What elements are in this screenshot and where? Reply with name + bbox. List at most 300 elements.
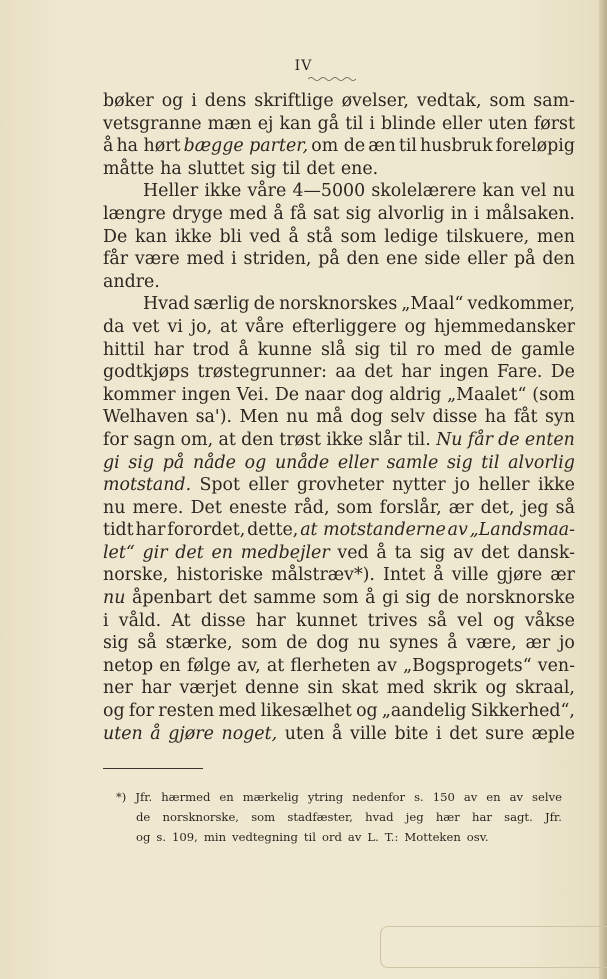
word: norsknorskes [279, 294, 398, 315]
word: som [336, 497, 373, 518]
word: på [318, 249, 340, 270]
word: dette, [247, 520, 299, 541]
word: 150 [432, 790, 455, 804]
word: til [345, 113, 364, 134]
word: disse [432, 407, 478, 428]
word: å [150, 723, 161, 744]
word: ved [249, 226, 281, 247]
word: har [401, 362, 431, 383]
word: samle [386, 452, 439, 473]
text-line [103, 158, 575, 181]
word: kommer [103, 384, 176, 405]
word: det [449, 723, 478, 744]
word: aa [335, 362, 357, 383]
word: særlig [193, 294, 250, 315]
word: åpenbart [132, 588, 212, 609]
word: vedkommer, [467, 294, 575, 315]
word: værjet [179, 678, 237, 699]
word: vedtegning [232, 830, 298, 844]
word: min [203, 830, 227, 844]
word: ord [321, 830, 342, 844]
word: det [175, 542, 204, 563]
word: til [481, 452, 500, 473]
word: ær [525, 633, 551, 654]
word: målsaken. [485, 203, 575, 224]
word: enten [524, 429, 575, 450]
word: æn [368, 136, 396, 157]
text-line [103, 723, 575, 746]
word: sig [419, 542, 446, 563]
word: nu [552, 181, 575, 202]
text-line [103, 452, 575, 475]
word: sig [128, 452, 155, 473]
word: dog [316, 633, 350, 654]
word: denne [245, 678, 300, 699]
word: det [364, 362, 393, 383]
word: å [433, 565, 444, 586]
page-number: IV [294, 58, 313, 74]
word: ene. [340, 158, 379, 179]
word: medbejler [240, 542, 330, 563]
word: som [322, 588, 359, 609]
word: sagt. [504, 810, 533, 824]
word: ikke [538, 475, 575, 496]
word: at [220, 316, 238, 337]
word: norsknorske [465, 588, 575, 609]
word: de [253, 294, 276, 315]
word: Fare. [497, 362, 543, 383]
word: eller [337, 452, 378, 473]
word: har [135, 520, 166, 541]
word: hittil [103, 339, 145, 360]
word: ingen [181, 384, 231, 405]
word: med [186, 249, 225, 270]
word: bægge parter, [183, 136, 309, 157]
text-line [103, 519, 575, 542]
word: vel [520, 181, 547, 202]
word: om de [311, 136, 366, 157]
word: striden, [243, 249, 312, 270]
word: som [340, 226, 377, 247]
word: gi [382, 588, 399, 609]
word: „Bogsprogets“ [403, 655, 532, 676]
word: får [467, 429, 493, 450]
word: længre [103, 203, 166, 224]
word: uten [284, 723, 325, 744]
word: sig [250, 158, 277, 179]
text-line [103, 271, 575, 294]
word: nedenfor [352, 790, 406, 804]
word: en [219, 790, 234, 804]
word: unåde [274, 452, 330, 473]
word: *) [116, 790, 127, 804]
footnote-line [116, 827, 562, 847]
word: noget, [221, 723, 278, 744]
body-text [103, 90, 575, 745]
word: Hvad [143, 294, 190, 315]
word: ville [451, 565, 489, 586]
word: har [471, 810, 492, 824]
word: „Landsmaa- [469, 520, 575, 541]
word: kan [279, 113, 312, 134]
word: forslår, [379, 497, 442, 518]
text-line [103, 361, 575, 384]
word: den [346, 249, 380, 270]
text-line [103, 135, 575, 158]
word: tidt [103, 520, 134, 541]
text-line [103, 180, 575, 203]
word: kunne [257, 339, 313, 360]
word: de [136, 810, 151, 824]
word: s. [414, 790, 424, 804]
word: for [103, 429, 129, 450]
word: mærkelig [242, 790, 299, 804]
word: så [137, 633, 157, 654]
word: likesælhet [260, 701, 352, 722]
word: nåde [192, 452, 236, 473]
word: sig [405, 588, 432, 609]
word: selve [532, 790, 562, 804]
word: Heller [143, 181, 199, 202]
word: sagn om, [133, 429, 214, 450]
word: våld. [118, 610, 162, 631]
text-line [103, 226, 575, 249]
word: måtte [103, 158, 155, 179]
word: syn [544, 407, 575, 428]
word: ær [550, 565, 575, 586]
word: og [485, 678, 507, 699]
word: å [376, 542, 387, 563]
word: tilskuere, [445, 226, 530, 247]
word: råd, [294, 497, 330, 518]
word: følge [186, 655, 231, 676]
word: synes [389, 633, 439, 654]
word: jeg [405, 810, 424, 824]
word: Nu [436, 429, 463, 450]
word: dens [204, 91, 247, 111]
word: nu [103, 497, 126, 518]
word: må [316, 407, 343, 428]
word: i [473, 203, 480, 224]
word: eller [467, 249, 508, 270]
text-line [103, 316, 575, 339]
text-line [103, 497, 575, 520]
word: eneste [228, 497, 287, 518]
word: i [369, 113, 375, 134]
word: målstræv*). [271, 565, 375, 586]
word: blinde [381, 113, 436, 134]
text-line [103, 677, 575, 700]
word: hærmed [161, 790, 211, 804]
word: som [489, 91, 526, 111]
word: mere. [132, 497, 184, 518]
word: nu [103, 588, 126, 609]
word: trives [367, 610, 418, 631]
word: nu [357, 633, 381, 654]
word: som [241, 633, 278, 654]
word: en [486, 790, 501, 804]
word: husbruk [420, 136, 493, 157]
word: ikke [326, 429, 364, 450]
word: norske, [103, 565, 169, 586]
word: norsknorske, [162, 810, 239, 824]
word: (som [532, 384, 575, 405]
page-edge [599, 0, 607, 979]
word: jo, [190, 316, 213, 337]
word: av [453, 542, 474, 563]
word: ha [484, 407, 507, 428]
text-line [103, 632, 575, 655]
word: i [191, 91, 197, 111]
word: alvorlig [377, 203, 445, 224]
word: bøker [103, 91, 154, 111]
word: ha [160, 158, 182, 179]
word: sin [307, 678, 334, 699]
word: i [103, 610, 109, 631]
word: først [533, 113, 575, 134]
word: skraal, [515, 678, 575, 699]
word: heller [478, 475, 530, 496]
word: hvad [365, 810, 394, 824]
text-line [103, 203, 575, 226]
word: den trøst [241, 429, 321, 450]
word: sure [485, 723, 524, 744]
word: Men [239, 407, 279, 428]
word: sat [313, 203, 340, 224]
footnote-rule [103, 768, 203, 769]
word: disse [200, 610, 246, 631]
word: stadfæster, [287, 810, 353, 824]
word: At [171, 610, 191, 631]
word: „aandelig [381, 701, 467, 722]
word: av [376, 655, 397, 676]
word: Intet [382, 565, 426, 586]
word: at motstanderne [300, 520, 446, 541]
word: Spot [199, 475, 241, 496]
word: vedtak, [416, 91, 482, 111]
text-line [103, 113, 575, 136]
word: gi [103, 452, 120, 473]
word: det [218, 588, 247, 609]
word: få [290, 203, 307, 224]
word: og [244, 452, 267, 473]
word: og [103, 701, 125, 722]
word: med [443, 339, 482, 360]
word: øvelser, [341, 91, 409, 111]
word: til [303, 830, 316, 844]
word: Det [190, 497, 222, 518]
word: og [356, 701, 378, 722]
word: den [542, 249, 575, 270]
word: vetsgranne [103, 113, 202, 134]
word: på [162, 452, 185, 473]
word: grovheter [296, 475, 384, 496]
word: så [427, 610, 448, 631]
word: „Maal“ [401, 294, 464, 315]
word: og [136, 830, 151, 844]
text-line [103, 429, 575, 452]
word: osv. [466, 830, 489, 844]
word: sam- [533, 91, 575, 111]
word: trod [192, 339, 230, 360]
word: ær [448, 497, 474, 518]
word: stærke, [165, 633, 233, 654]
word: kan [134, 226, 168, 247]
word: gjøre [496, 565, 543, 586]
text-line [103, 474, 575, 497]
word: våkse [524, 610, 575, 631]
word: sig [345, 203, 372, 224]
word: historiske [176, 565, 264, 586]
footnotes [116, 787, 562, 847]
word: har [153, 339, 184, 360]
text-line [103, 406, 575, 429]
word: ro [416, 339, 436, 360]
word: Vei. [236, 384, 269, 405]
text-line [103, 339, 575, 362]
header-ornament-icon [308, 76, 356, 82]
word: gir [142, 542, 168, 563]
word: å [288, 226, 299, 247]
word: å [273, 203, 284, 224]
word: 109, [172, 830, 198, 844]
word: forordet, [167, 520, 246, 541]
word: de [437, 588, 460, 609]
word: så [555, 497, 575, 518]
word: jeg [521, 497, 549, 518]
text-line [103, 384, 575, 407]
word: vel [457, 610, 483, 631]
word: flerheten [290, 655, 371, 676]
word: gamle [521, 339, 575, 360]
word: våre [247, 181, 287, 202]
word: ner [103, 678, 133, 699]
word: ven- [537, 655, 575, 676]
word: dryge [172, 203, 223, 224]
word: en [159, 655, 181, 676]
word: dansk- [517, 542, 575, 563]
word: og [404, 316, 427, 337]
word: i [436, 723, 442, 744]
word: ej [257, 113, 274, 134]
word: det, [480, 497, 515, 518]
word: stå [306, 226, 333, 247]
word: at [266, 655, 285, 676]
word: de [490, 339, 513, 360]
word: samme [253, 588, 317, 609]
word: s. [156, 830, 167, 844]
word: å [103, 136, 114, 157]
word: trøstegrunner: [197, 362, 327, 383]
word: jo [454, 475, 470, 496]
word: får [103, 249, 129, 270]
word: hær [435, 810, 460, 824]
text-line [103, 90, 575, 113]
word: slå [320, 339, 346, 360]
word: av, [237, 655, 261, 676]
word: ene [385, 249, 418, 270]
word: Motteken [404, 830, 461, 844]
word: har [255, 610, 286, 631]
word: gå [317, 113, 340, 134]
word: slår til. [368, 429, 431, 450]
word: kunnet [295, 610, 358, 631]
word: men [536, 226, 575, 247]
word: ledige [384, 226, 439, 247]
word: for [128, 701, 155, 722]
word: av [509, 790, 524, 804]
word: jo [558, 633, 575, 654]
word: efterliggere [292, 316, 397, 337]
word: vi [167, 316, 183, 337]
word: ville [350, 723, 387, 744]
word: nytter [392, 475, 446, 496]
word: med [386, 678, 425, 699]
word: skrik [433, 678, 477, 699]
word: T.: [384, 830, 399, 844]
word: uten [103, 723, 143, 744]
word: De [103, 226, 128, 247]
word: skriftlige [254, 91, 334, 111]
word: sa'). [195, 407, 233, 428]
word: eller [441, 113, 483, 134]
text-line [103, 700, 575, 723]
word: De [550, 362, 575, 383]
word: sig [446, 452, 473, 473]
text-line [103, 610, 575, 633]
word: aldrig [389, 384, 442, 405]
footnote-line [116, 787, 562, 807]
word: til [282, 158, 301, 179]
word: skat [341, 678, 379, 699]
word: de [498, 429, 520, 450]
word: og [161, 91, 184, 111]
word: alvorlig [508, 452, 575, 473]
word: motstand. [103, 475, 192, 496]
word: ved [337, 542, 369, 563]
word: uten [488, 113, 528, 134]
word: in [450, 203, 468, 224]
word: let“ [103, 542, 135, 563]
word: bli [219, 226, 242, 247]
word: å [238, 339, 249, 360]
word: med [229, 203, 268, 224]
word: resten [158, 701, 215, 722]
word: side [424, 249, 461, 270]
word: „Maalet“ [447, 384, 527, 405]
word: i [231, 249, 237, 270]
word: eller [248, 475, 289, 496]
word: at [218, 429, 236, 450]
word: Sikkerhed“, [470, 701, 575, 722]
word: nu [286, 407, 309, 428]
text-line [103, 248, 575, 271]
word: gjøre [168, 723, 214, 744]
word: netop [103, 655, 154, 676]
word: ikke [174, 226, 212, 247]
word: skolelærere [371, 181, 477, 202]
word: L. [367, 830, 379, 844]
word: Jfr. [135, 790, 153, 804]
word: Jfr. [544, 810, 562, 824]
plate-mark [380, 926, 607, 968]
word: å [447, 633, 458, 654]
word: Welhaven [103, 407, 189, 428]
text-line [103, 542, 575, 565]
word: ta [394, 542, 412, 563]
word: da [103, 316, 125, 337]
word: har [141, 678, 172, 699]
